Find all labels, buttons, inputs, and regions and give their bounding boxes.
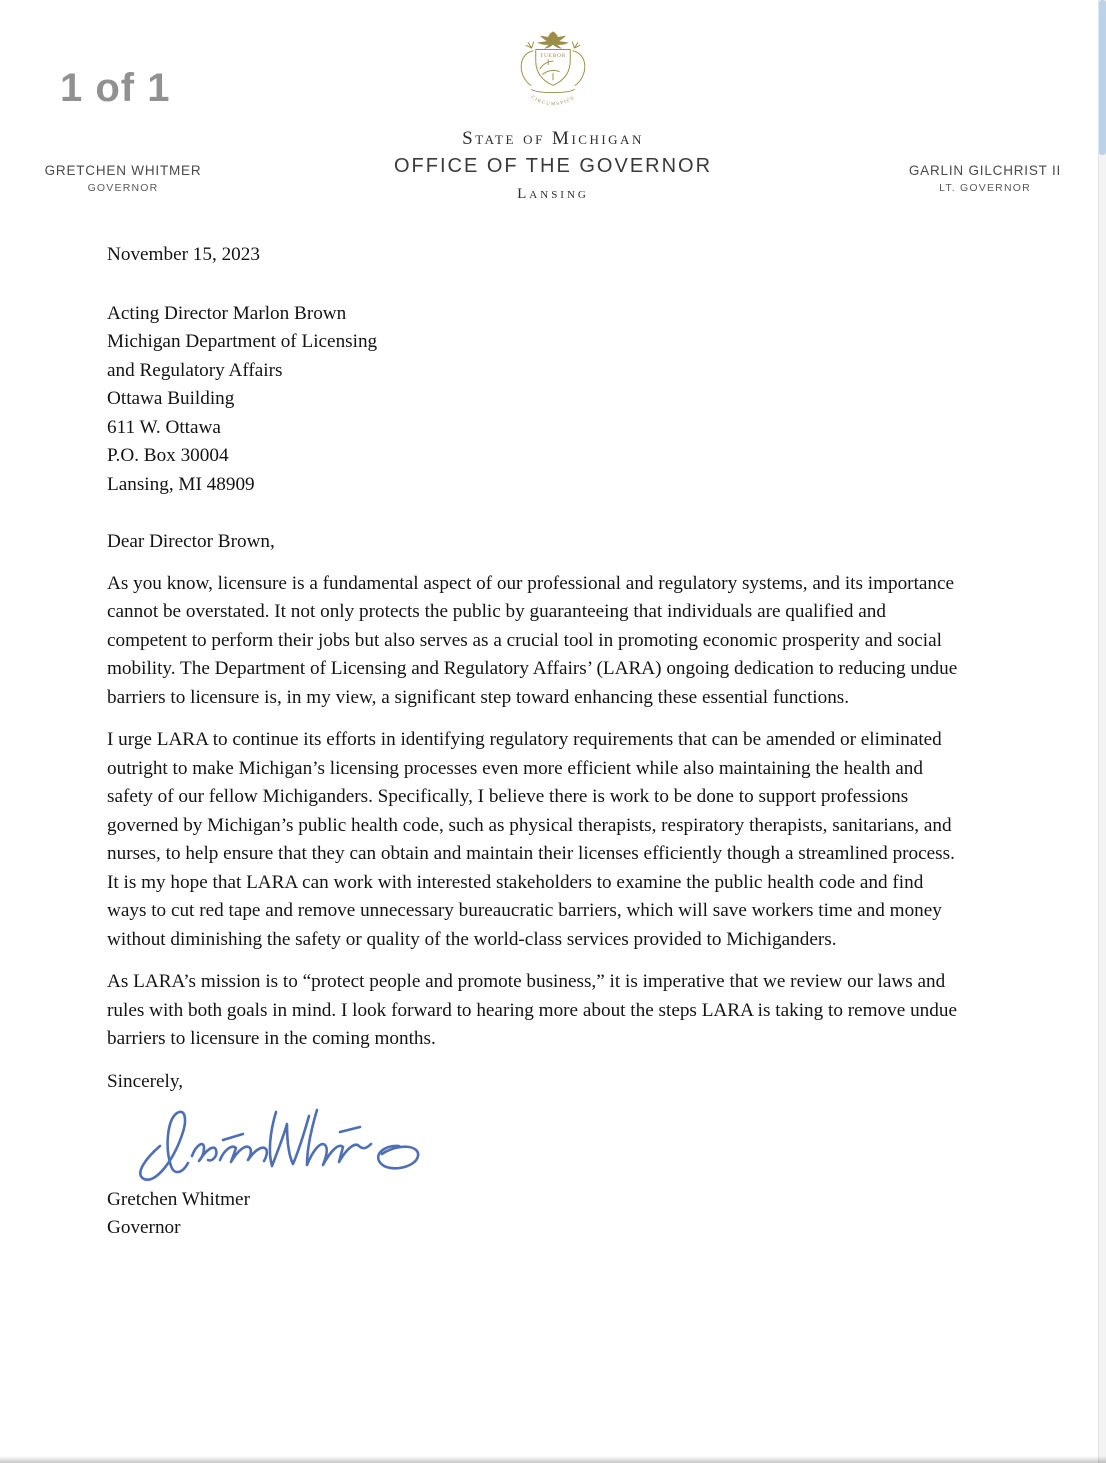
recipient-line: Lansing, MI 48909 [107, 473, 255, 495]
signer-name: Gretchen Whitmer [107, 1189, 250, 1210]
lt-governor-name: GARLIN GILCHRIST II [908, 163, 1062, 178]
recipient-line: P.O. Box 30004 [107, 445, 229, 466]
michigan-state-seal-icon [501, 26, 605, 124]
closing: Sincerely, [107, 1070, 184, 1092]
letter-paragraph: I urge LARA to continue its efforts in identifying regulatory requirements that can be amended or eliminated outright to make Michigan’s licensing processes even more efficient while also maintaining the health and safety of our fellow Michiganders. Specifically, I believe there is work to be done to support professions governed by Michigan’s public health code, such as physical therapists, respiratory therapists, sanitarians, and nurses, to help ensure that they can obtain and maintain their licenses efficiently though a streamlined process. It is my hope that LARA can work with interested stakeholders to examine the public health code and find ways to cut red tape and remove unnecessary bureaucratic barriers, which will save workers time and money without diminishing the safety or quality of the world-class services provided to Michiganders. [107, 729, 955, 950]
recipient-line: and Regulatory Affairs [107, 359, 283, 381]
recipient-line: Michigan Department of Licensing [107, 331, 378, 352]
recipient-line: 611 W. Ottawa [107, 416, 221, 438]
letter-paragraph: As you know, licensure is a fundamental aspect of our professional and regulatory systems, and its importance cannot be overstated. It not only protects the public by guaranteeing that individuals are qualified and competent to perform their jobs but also serves as a crucial tool in promoting economic prosperity and social mobility. The Department of Licensing and Regulatory Affairs’ (LARA) ongoing dedication to reducing undue barriers to licensure is, in my view, a significant step toward enhancing these essential functions. [107, 572, 958, 708]
recipient-address [107, 300, 965, 500]
lt-governor-title: LT. GOVERNOR [939, 182, 1031, 194]
seal-shield-motto: TUEBOR [539, 53, 567, 60]
governor-block [16, 163, 230, 194]
recipient-line: Ottawa Building [107, 388, 235, 409]
signature-graphic [109, 1098, 449, 1186]
page-indicator: 1 of 1 [60, 66, 171, 110]
letterhead-state-line: State of Michigan [462, 128, 644, 149]
letter-body [107, 241, 965, 1242]
letter-date: November 15, 2023 [107, 244, 260, 265]
salutation: Dear Director Brown, [107, 531, 275, 552]
governor-title: GOVERNOR [87, 182, 159, 194]
seal-motto: CIRCUMSPICE [529, 95, 577, 108]
svg-text:CIRCUMSPICE [530, 95, 577, 107]
letter-paragraph: As LARA’s mission is to “protect people and promote business,” it is imperative that we review our laws and rules with both goals in mind. I look forward to hearing more about the steps LARA is taking to remove undue barriers to licensure in the coming months. [107, 971, 957, 1049]
recipient-line: Acting Director Marlon Brown [107, 302, 347, 324]
signer-title: Governor [107, 1217, 181, 1238]
page-bottom-edge [0, 1456, 1106, 1463]
scrollbar-thumb[interactable] [1099, 0, 1106, 155]
lt-governor-block [878, 163, 1092, 194]
scrollbar-track[interactable] [1098, 0, 1106, 1463]
letterhead-office-line: OFFICE OF THE GOVERNOR [393, 155, 713, 177]
governor-name: GRETCHEN WHITMER [44, 163, 202, 178]
letterhead-city-line: Lansing [517, 186, 589, 202]
signature-image [109, 1098, 965, 1186]
